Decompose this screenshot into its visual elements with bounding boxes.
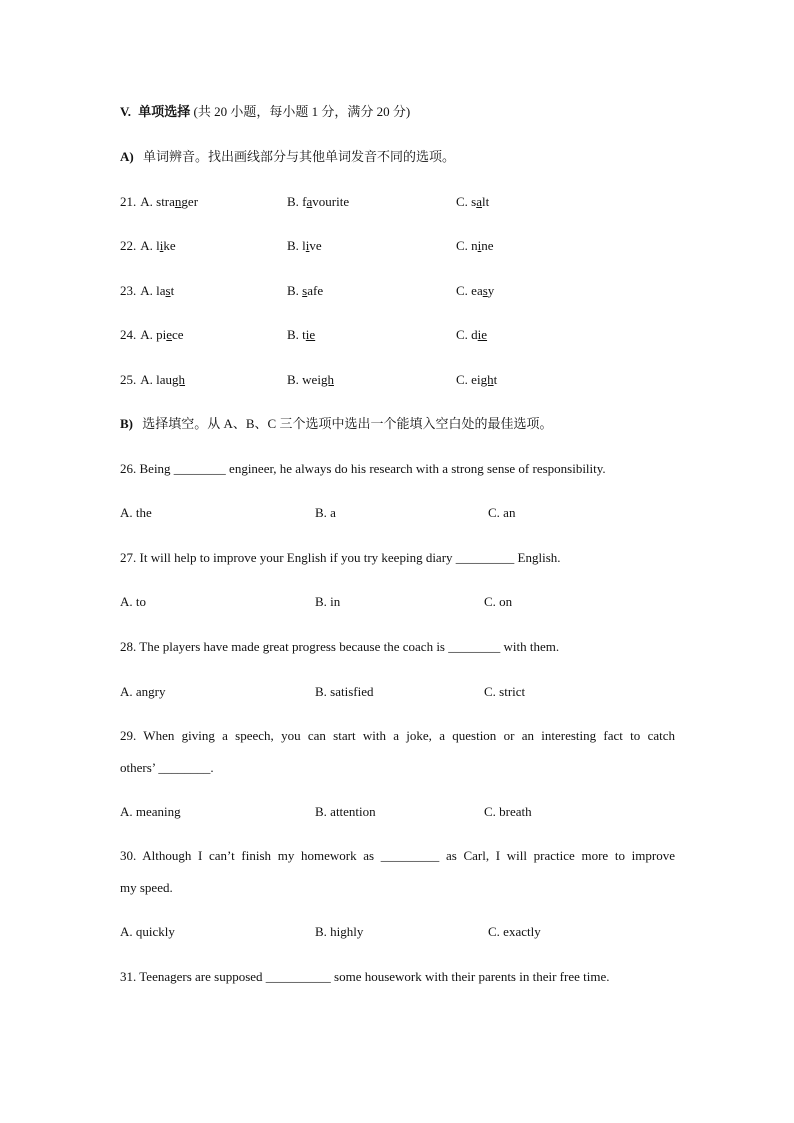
option-23-b bbox=[287, 282, 323, 300]
option-text-start: C. n bbox=[456, 238, 478, 253]
section-title: 单项选择 bbox=[138, 104, 191, 119]
option-30-b: B. highly bbox=[315, 924, 364, 939]
option-29-a: A. meaning bbox=[120, 804, 181, 819]
question-number: 23. bbox=[120, 283, 137, 298]
question-stem-30-line2: my speed. bbox=[120, 880, 173, 895]
underlined-letters: i bbox=[305, 238, 310, 253]
option-28-c: C. strict bbox=[484, 684, 526, 699]
option-text-end: ne bbox=[481, 238, 494, 253]
underlined-letters: gh bbox=[480, 372, 494, 387]
question-stem-27: 27. It will help to improve your English if you try keeping diary _________ English. bbox=[120, 550, 561, 565]
option-26-a: A. the bbox=[120, 505, 152, 520]
option-text-start: B. f bbox=[287, 194, 307, 209]
option-25-b bbox=[287, 371, 334, 389]
option-27-a: A. to bbox=[120, 594, 146, 609]
option-text-start: B. l bbox=[287, 238, 306, 253]
option-27-b: B. in bbox=[315, 594, 341, 609]
part-b-label: B) bbox=[120, 416, 133, 431]
question-stem-29-line1: 29. When giving a speech, you can start with a joke, a question or an interesting fact to catch bbox=[120, 728, 675, 743]
option-text-start: A. pi bbox=[140, 327, 167, 342]
option-21-c bbox=[456, 193, 489, 211]
underlined-letters: a bbox=[306, 194, 313, 209]
option-text-start: A. l bbox=[140, 238, 160, 253]
question-stem-31: 31. Teenagers are supposed __________ some housework with their parents in their free time. bbox=[120, 969, 610, 984]
question-stem-28: 28. The players have made great progress because the coach is ________ with them. bbox=[120, 639, 560, 654]
underlined-letters: n bbox=[174, 194, 182, 209]
section-number: V. bbox=[120, 104, 131, 119]
section-header bbox=[120, 103, 410, 121]
question-stem-30-line1: 30. Although I can’t finish my homework as _________ as Carl, I will practice more to improve bbox=[120, 848, 675, 863]
underlined-letters: i bbox=[159, 238, 164, 253]
underlined-letters: gh bbox=[172, 372, 186, 387]
question-number: 21. bbox=[120, 194, 137, 209]
option-text-start: C. d bbox=[456, 327, 478, 342]
option-text-start: B. t bbox=[287, 327, 306, 342]
option-24-b bbox=[287, 326, 315, 344]
question-stem-29-line2: others’ ________. bbox=[120, 760, 214, 775]
option-26-b: B. a bbox=[315, 505, 336, 520]
option-text-end: ce bbox=[172, 327, 184, 342]
option-27-c: C. on bbox=[484, 594, 513, 609]
option-text-end: ke bbox=[163, 238, 176, 253]
option-23-a bbox=[120, 282, 174, 300]
option-29-b: B. attention bbox=[315, 804, 376, 819]
option-text-end: t bbox=[170, 283, 175, 298]
option-text-start: A. stra bbox=[140, 194, 175, 209]
underlined-letters: i bbox=[477, 238, 482, 253]
option-28-a: A. angry bbox=[120, 684, 166, 699]
option-30-c: C. exactly bbox=[488, 924, 541, 939]
option-25-a bbox=[120, 371, 185, 389]
option-text-start: B. bbox=[287, 283, 303, 298]
option-24-c bbox=[456, 326, 487, 344]
option-23-c bbox=[456, 282, 494, 300]
question-stem-26: 26. Being ________ engineer, he always do his research with a strong sense of responsibility. bbox=[120, 461, 606, 476]
option-text-start: A. lau bbox=[140, 372, 173, 387]
question-number: 24. bbox=[120, 327, 137, 342]
option-text-end: ger bbox=[181, 194, 199, 209]
option-text-start: C. ea bbox=[456, 283, 483, 298]
question-number: 22. bbox=[120, 238, 137, 253]
option-26-c: C. an bbox=[488, 505, 516, 520]
underlined-letters: s bbox=[165, 283, 171, 298]
part-b-instruction: 选择填空。从 A、B、C 三个选项中选出一个能填入空白处的最佳选项。 bbox=[142, 416, 553, 431]
option-24-a bbox=[120, 326, 184, 344]
part-a-heading bbox=[120, 148, 455, 166]
option-text-start: A. la bbox=[140, 283, 166, 298]
option-text-start: C. ei bbox=[456, 372, 481, 387]
option-22-b bbox=[287, 237, 322, 255]
option-25-c bbox=[456, 371, 497, 389]
underlined-letters: ie bbox=[477, 327, 488, 342]
underlined-letters: a bbox=[476, 194, 483, 209]
option-28-b: B. satisfied bbox=[315, 684, 374, 699]
option-text-start: B. wei bbox=[287, 372, 321, 387]
option-text-end: afe bbox=[307, 283, 324, 298]
part-b-heading bbox=[120, 415, 552, 433]
option-text-start: C. s bbox=[456, 194, 477, 209]
underlined-letters: gh bbox=[320, 372, 334, 387]
question-number: 25. bbox=[120, 372, 137, 387]
option-text-end: ve bbox=[309, 238, 322, 253]
underlined-letters: e bbox=[166, 327, 173, 342]
option-21-a bbox=[120, 193, 198, 211]
underlined-letters: ie bbox=[305, 327, 316, 342]
option-text-end: t bbox=[493, 372, 498, 387]
section-note: (共 20 小题，每小题 1 分，满分 20 分) bbox=[190, 104, 411, 119]
part-a-instruction: 单词辨音。找出画线部分与其他单词发音不同的选项。 bbox=[142, 149, 455, 164]
option-22-c bbox=[456, 237, 494, 255]
option-21-b bbox=[287, 193, 349, 211]
underlined-letters: s bbox=[302, 283, 308, 298]
underlined-letters: s bbox=[482, 283, 488, 298]
part-a-label: A) bbox=[120, 149, 134, 164]
option-text-end: lt bbox=[482, 194, 490, 209]
option-text-end: vourite bbox=[312, 194, 350, 209]
option-text-end: y bbox=[487, 283, 495, 298]
option-29-c: C. breath bbox=[484, 804, 532, 819]
option-30-a: A. quickly bbox=[120, 924, 175, 939]
option-22-a bbox=[120, 237, 176, 255]
